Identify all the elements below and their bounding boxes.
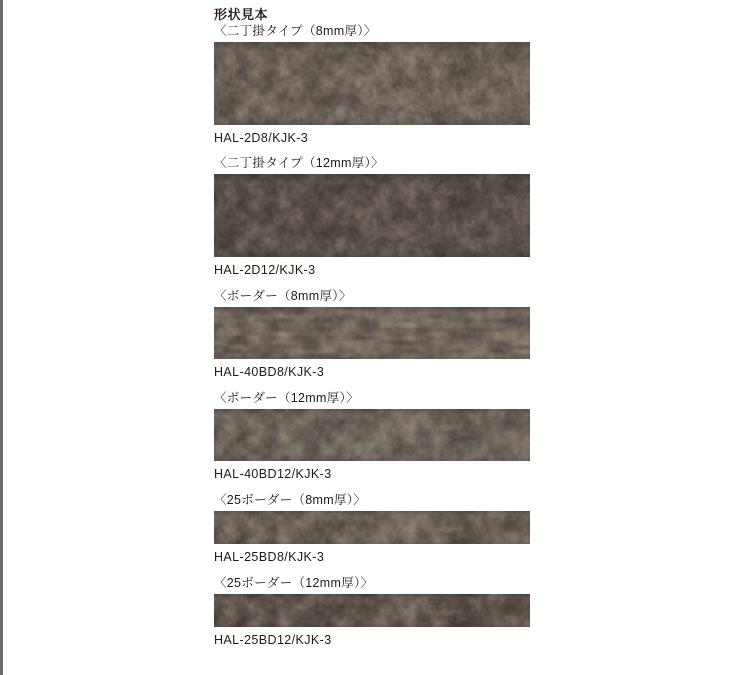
- sample-code: HAL-25BD8/KJK-3: [214, 550, 325, 564]
- sample-block: [214, 390, 714, 482]
- sample-block: [214, 288, 714, 380]
- sample-caption: 〈二丁掛タイプ（12mm厚）〉: [214, 156, 384, 170]
- sample-block: [214, 575, 714, 648]
- page-title: 形状見本: [214, 7, 269, 22]
- sample-swatch: [214, 174, 714, 257]
- sample-swatch: [214, 307, 714, 359]
- sample-code: HAL-40BD12/KJK-3: [214, 467, 332, 481]
- sample-swatch: [214, 594, 714, 627]
- sample-code: HAL-25BD12/KJK-3: [214, 633, 332, 647]
- sample-caption: 〈ボーダー（8mm厚）〉: [214, 289, 352, 303]
- sample-swatch: [214, 511, 714, 544]
- sample-caption: 〈ボーダー（12mm厚）〉: [214, 391, 359, 405]
- sample-code: HAL-40BD8/KJK-3: [214, 365, 325, 379]
- sample-block: [214, 155, 714, 278]
- sample-caption: 〈二丁掛タイプ（8mm厚）〉: [214, 24, 377, 38]
- samples-column: [214, 0, 714, 648]
- sample-swatch: [214, 42, 714, 125]
- sample-block: [214, 492, 714, 565]
- sample-block: [214, 23, 714, 146]
- sample-swatch: [214, 409, 714, 461]
- sample-code: HAL-2D12/KJK-3: [214, 263, 316, 277]
- sample-caption: 〈25ボーダー（12mm厚）〉: [214, 576, 374, 590]
- sample-code: HAL-2D8/KJK-3: [214, 131, 309, 145]
- left-margin-rule: [0, 0, 3, 675]
- sample-caption: 〈25ボーダー（8mm厚）〉: [214, 493, 367, 507]
